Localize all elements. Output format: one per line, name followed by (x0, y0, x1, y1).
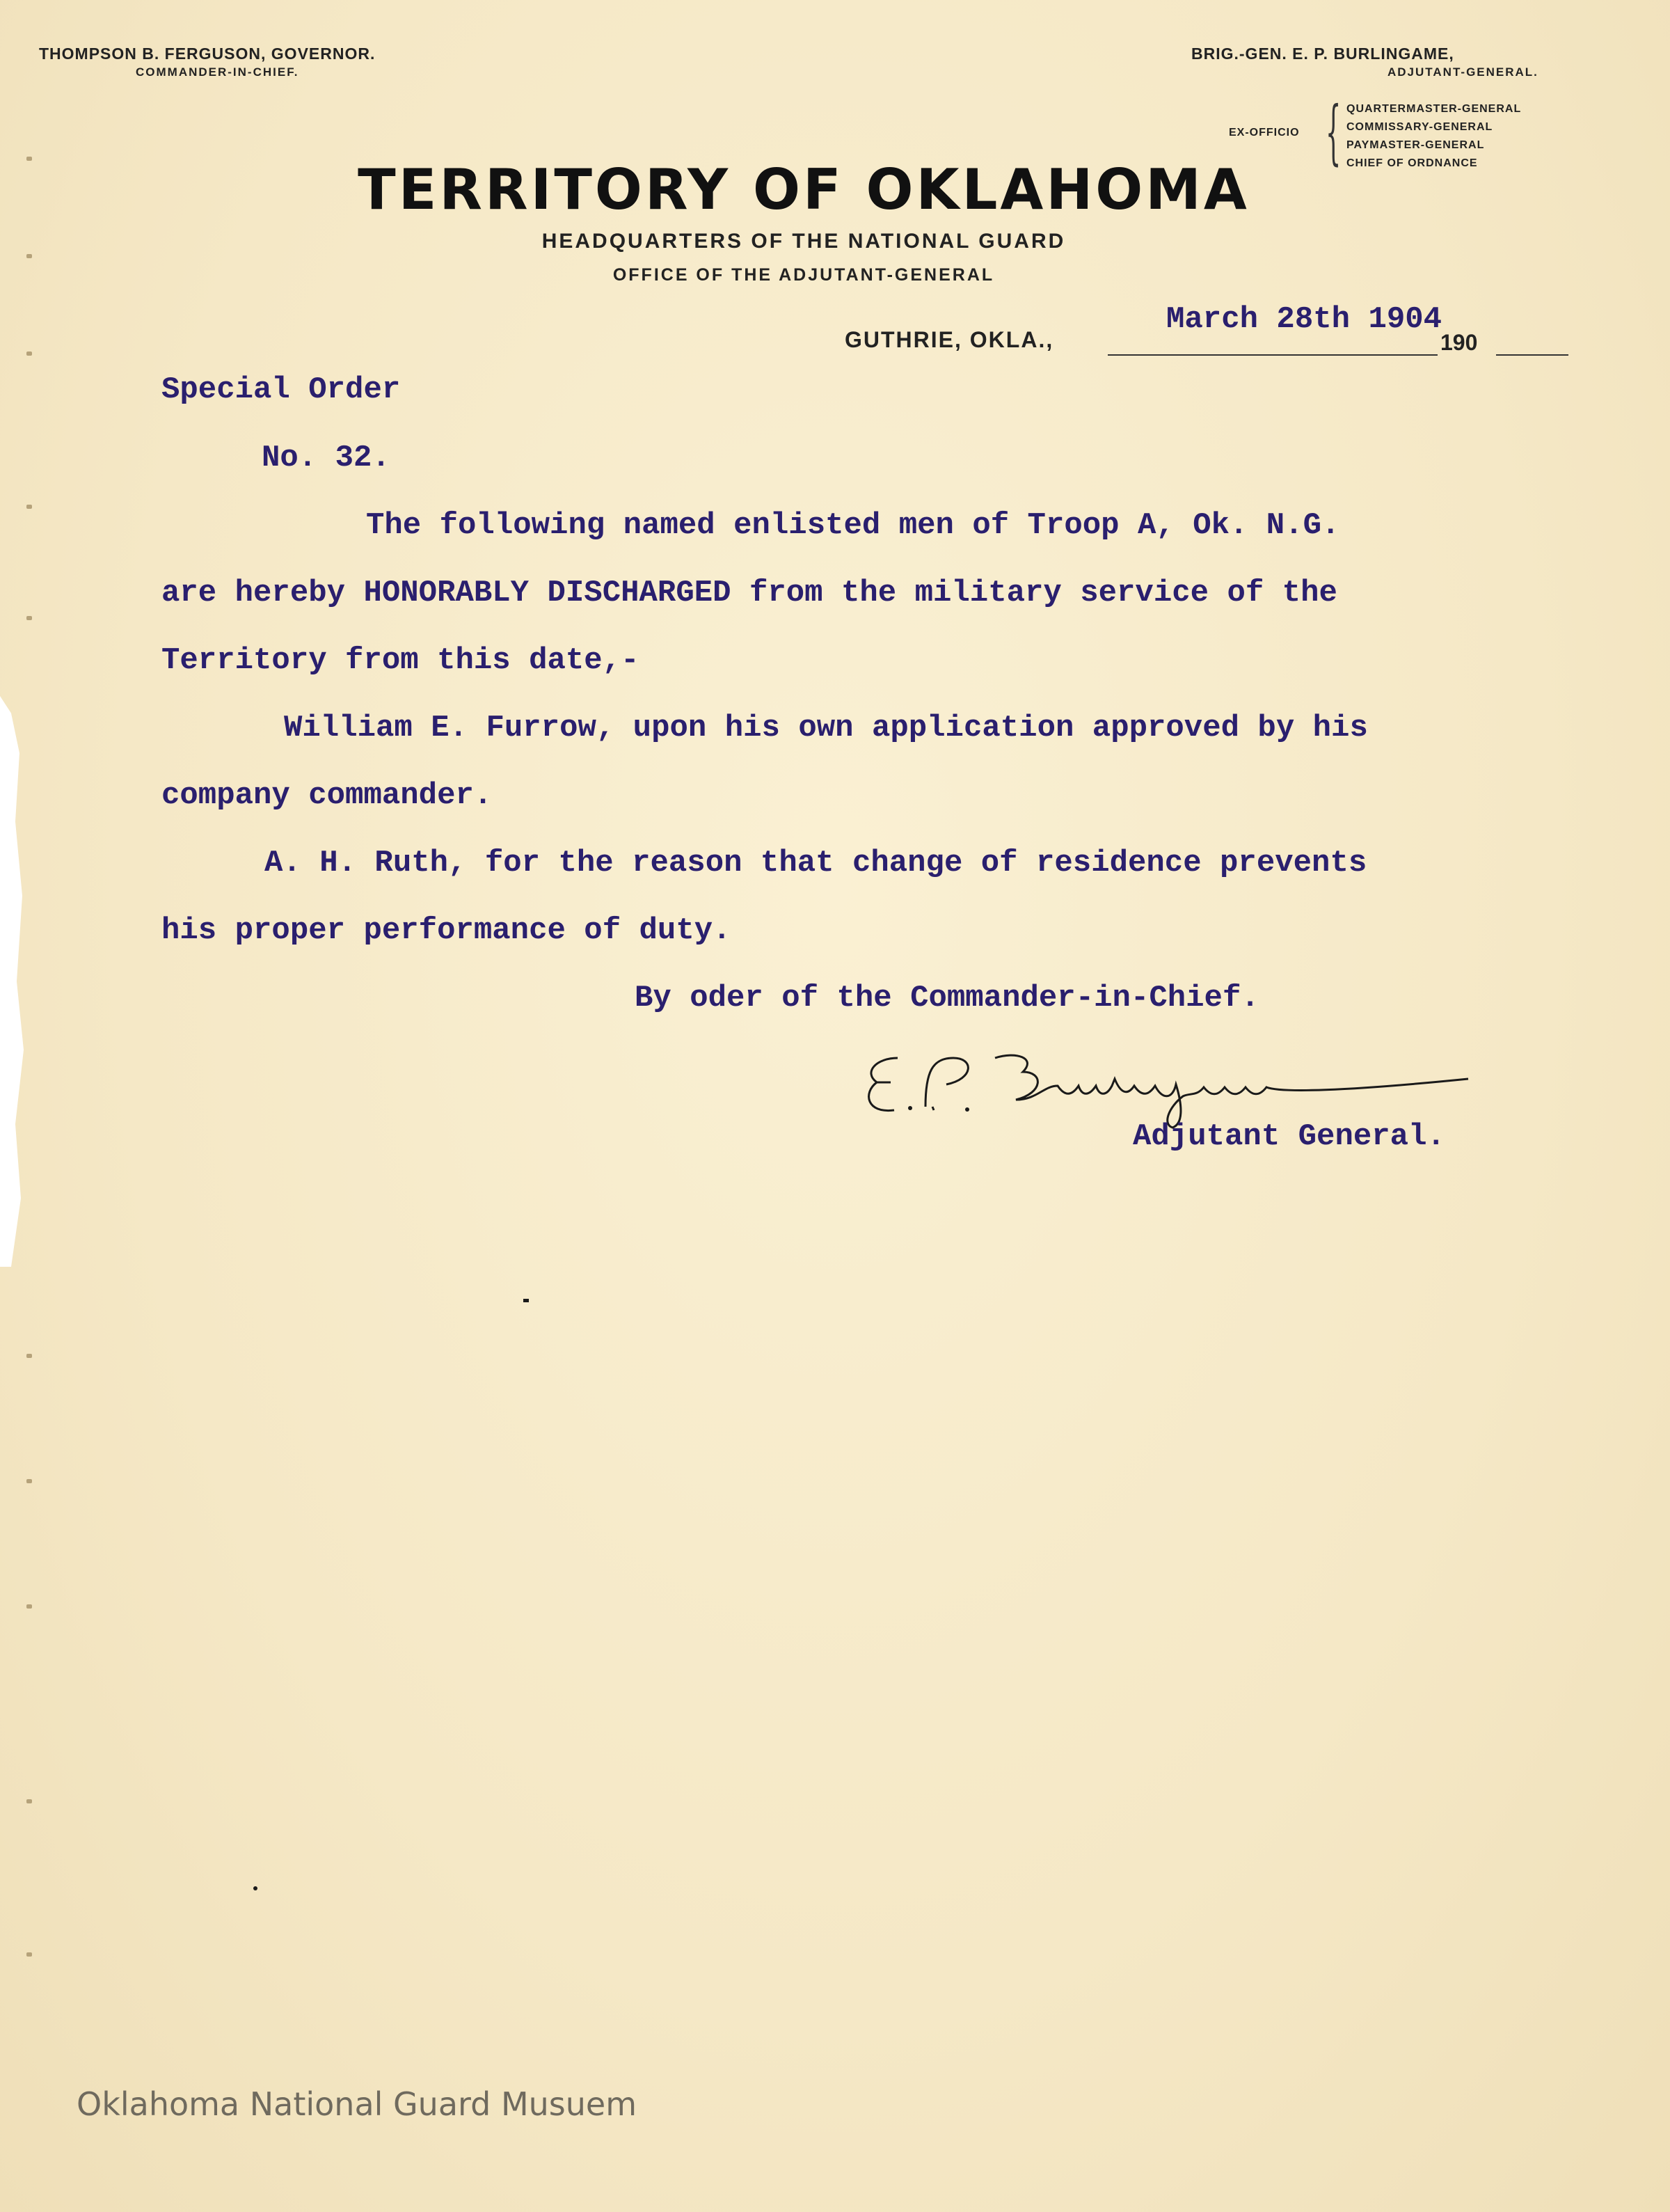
letter-date: March 28th 1904 (1166, 302, 1442, 337)
body-line: William E. Furrow, upon his own application approved by his (284, 711, 1368, 745)
punch-mark (26, 1354, 32, 1358)
adjutant-title: ADJUTANT-GENERAL. (1387, 65, 1538, 79)
ink-spot (253, 1886, 257, 1890)
date-underline (1496, 354, 1568, 356)
role-item: QUARTERMASTER-GENERAL (1346, 103, 1522, 115)
body-line: are hereby HONORABLY DISCHARGED from the military service of the (161, 576, 1337, 610)
letterhead-subtitle: HEADQUARTERS OF THE NATIONAL GUARD (541, 230, 1066, 253)
body-line: By oder of the Commander-in-Chief. (635, 981, 1259, 1016)
punch-mark (26, 1604, 32, 1609)
punch-mark (26, 616, 32, 620)
torn-edge (0, 696, 28, 1267)
body-line: The following named enlisted men of Troop A, Ok. N.G. (366, 508, 1340, 543)
order-number: No. 32. (262, 441, 390, 475)
punch-mark (26, 351, 32, 356)
role-item: PAYMASTER-GENERAL (1346, 139, 1485, 151)
governor-title: COMMANDER-IN-CHIEF. (136, 65, 299, 79)
punch-mark (26, 1479, 32, 1483)
punch-mark (26, 505, 32, 509)
letterhead-title: TERRITORY OF OKLAHOMA (358, 157, 1250, 222)
museum-watermark: Oklahoma National Guard Musuem (77, 2085, 637, 2123)
body-line: Territory from this date,- (161, 643, 639, 678)
signer-title: Adjutant General. (1133, 1119, 1445, 1154)
body-line: A. H. Ruth, for the reason that change of residence prevents (264, 846, 1367, 880)
punch-mark (26, 1952, 32, 1957)
role-item: CHIEF OF ORDNANCE (1346, 157, 1478, 169)
ink-spot (523, 1299, 529, 1302)
date-underline (1108, 354, 1438, 356)
place-label: GUTHRIE, OKLA., (845, 327, 1054, 352)
governor-name: THOMPSON B. FERGUSON, GOVERNOR. (39, 45, 376, 63)
ex-officio-label: EX-OFFICIO (1229, 127, 1300, 139)
body-line: company commander. (161, 778, 493, 813)
body-line: his proper performance of duty. (161, 913, 731, 948)
adjutant-name: BRIG.-GEN. E. P. BURLINGAME, (1191, 45, 1454, 63)
letterhead-office: OFFICE OF THE ADJUTANT-GENERAL (612, 265, 995, 285)
punch-mark (26, 1799, 32, 1803)
brace-icon: { (1326, 91, 1342, 173)
punch-mark (26, 254, 32, 258)
order-title: Special Order (161, 372, 401, 407)
role-item: COMMISSARY-GENERAL (1346, 121, 1493, 133)
year-prefix: 190 (1440, 330, 1478, 355)
